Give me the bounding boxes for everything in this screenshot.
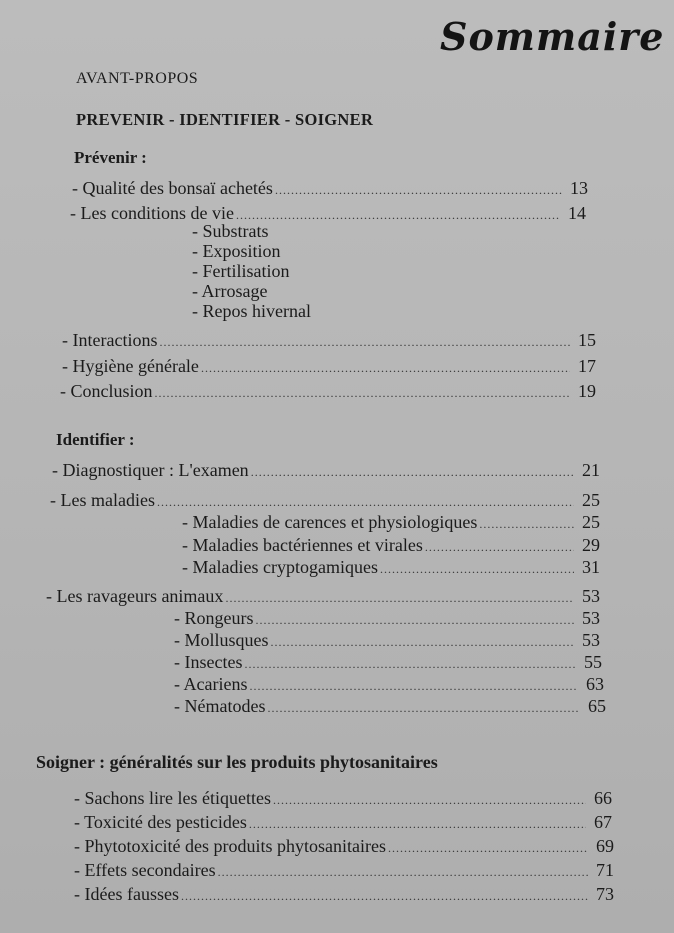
toc-entry-page: 14 xyxy=(568,203,586,223)
toc-entry-page: 71 xyxy=(596,860,614,880)
subitem-exposition: - Exposition xyxy=(192,241,281,261)
toc-entry-label: - Mollusques xyxy=(174,630,269,650)
toc-entry-page: 55 xyxy=(584,652,602,672)
toc-entry-page: 69 xyxy=(596,836,614,856)
toc-entry-interactions xyxy=(62,330,596,352)
toc-entry-label: - Maladies de carences et physiologiques xyxy=(182,512,478,532)
toc-entry-label: - Insectes xyxy=(174,652,243,672)
toc-entry-label: - Idées fausses xyxy=(74,884,179,904)
toc-entry-label: - Les maladies xyxy=(50,490,155,510)
toc-entry-page: 31 xyxy=(582,557,600,577)
leader-dots xyxy=(249,817,586,832)
toc-entry-cryptogamiques xyxy=(182,557,600,579)
toc-entry-label: - Maladies cryptogamiques xyxy=(182,557,378,577)
page-title: Sommaire xyxy=(440,14,665,59)
toc-entry-maladies xyxy=(50,490,600,512)
leader-dots xyxy=(271,635,575,650)
toc-entry-insectes xyxy=(174,652,602,674)
leader-dots xyxy=(267,701,580,716)
toc-entry-page: 13 xyxy=(570,178,588,198)
toc-entry-toxicite xyxy=(74,812,612,834)
toc-entry-hygiene xyxy=(62,356,596,378)
toc-entry-label: - Les conditions de vie xyxy=(70,203,234,223)
identifier-heading: Identifier : xyxy=(56,430,135,449)
leader-dots xyxy=(425,540,574,555)
subitem-arrosage: - Arrosage xyxy=(192,281,268,301)
toc-entry-page: 19 xyxy=(578,381,596,401)
toc-entry-idees-fausses xyxy=(74,884,614,906)
leader-dots xyxy=(181,889,588,904)
leader-dots xyxy=(249,679,578,694)
toc-entry-label: - Toxicité des pesticides xyxy=(74,812,247,832)
toc-entry-page: 21 xyxy=(582,460,600,480)
toc-entry-label: - Diagnostiquer : L'examen xyxy=(52,460,249,480)
toc-entry-page: 63 xyxy=(586,674,604,694)
toc-entry-page: 65 xyxy=(588,696,606,716)
toc-entry-carences xyxy=(182,512,600,534)
leader-dots xyxy=(236,208,560,223)
toc-entry-label: - Acariens xyxy=(174,674,248,694)
toc-entry-label: - Sachons lire les étiquettes xyxy=(74,788,271,808)
toc-entry-page: 17 xyxy=(578,356,596,376)
toc-entry-page: 67 xyxy=(594,812,612,832)
prevenir-heading: Prévenir : xyxy=(74,148,147,167)
leader-dots xyxy=(155,386,571,401)
leader-dots xyxy=(225,591,574,606)
toc-entry-page: 53 xyxy=(582,608,600,628)
toc-entry-page: 25 xyxy=(582,512,600,532)
toc-entry-label: - Maladies bactériennes et virales xyxy=(182,535,423,555)
leader-dots xyxy=(380,562,574,577)
soigner-heading: Soigner : généralités sur les produits phytosanitaires xyxy=(36,752,438,772)
leader-dots xyxy=(256,613,575,628)
toc-entry-page: 29 xyxy=(582,535,600,555)
toc-entry-effets xyxy=(74,860,614,882)
toc-entry-conditions xyxy=(70,203,586,225)
subitem-fertilisation: - Fertilisation xyxy=(192,261,290,281)
leader-dots xyxy=(157,495,574,510)
subitem-repos-hivernal: - Repos hivernal xyxy=(192,301,311,321)
leader-dots xyxy=(275,183,562,198)
toc-entry-label: - Les ravageurs animaux xyxy=(46,586,224,606)
toc-entry-page: 53 xyxy=(582,586,600,606)
toc-entry-phytotoxicite xyxy=(74,836,614,858)
leader-dots xyxy=(251,465,574,480)
leader-dots xyxy=(388,841,588,856)
leader-dots xyxy=(159,335,570,350)
leader-dots xyxy=(201,361,570,376)
toc-entry-page: 66 xyxy=(594,788,612,808)
toc-entry-page: 53 xyxy=(582,630,600,650)
leader-dots xyxy=(273,793,586,808)
toc-entry-qualite xyxy=(72,178,588,200)
toc-entry-page: 25 xyxy=(582,490,600,510)
avant-propos-heading: AVANT-PROPOS xyxy=(76,70,199,87)
leader-dots xyxy=(218,865,588,880)
toc-entry-label: - Phytotoxicité des produits phytosanitaires xyxy=(74,836,386,856)
leader-dots xyxy=(244,657,576,672)
toc-entry-label: - Rongeurs xyxy=(174,608,254,628)
toc-entry-nematodes xyxy=(174,696,606,718)
toc-entry-label: - Conclusion xyxy=(60,381,153,401)
toc-entry-label: - Qualité des bonsaï achetés xyxy=(72,178,273,198)
toc-entry-diagnostiquer xyxy=(52,460,600,482)
toc-entry-ravageurs xyxy=(46,586,600,608)
toc-entry-label: - Interactions xyxy=(62,330,158,350)
subitem-substrats: - Substrats xyxy=(192,221,269,241)
toc-entry-rongeurs xyxy=(174,608,600,630)
toc-entry-acariens xyxy=(174,674,604,696)
toc-entry-etiquettes xyxy=(74,788,612,810)
toc-entry-bacteriennes xyxy=(182,535,600,557)
toc-entry-label: - Hygiène générale xyxy=(62,356,199,376)
main-heading: PREVENIR - IDENTIFIER - SOIGNER xyxy=(76,110,374,129)
toc-entry-page: 73 xyxy=(596,884,614,904)
toc-entry-label: - Nématodes xyxy=(174,696,266,716)
toc-entry-page: 15 xyxy=(578,330,596,350)
toc-entry-conclusion xyxy=(60,381,596,403)
toc-entry-mollusques xyxy=(174,630,600,652)
toc-entry-label: - Effets secondaires xyxy=(74,860,216,880)
leader-dots xyxy=(479,517,574,532)
